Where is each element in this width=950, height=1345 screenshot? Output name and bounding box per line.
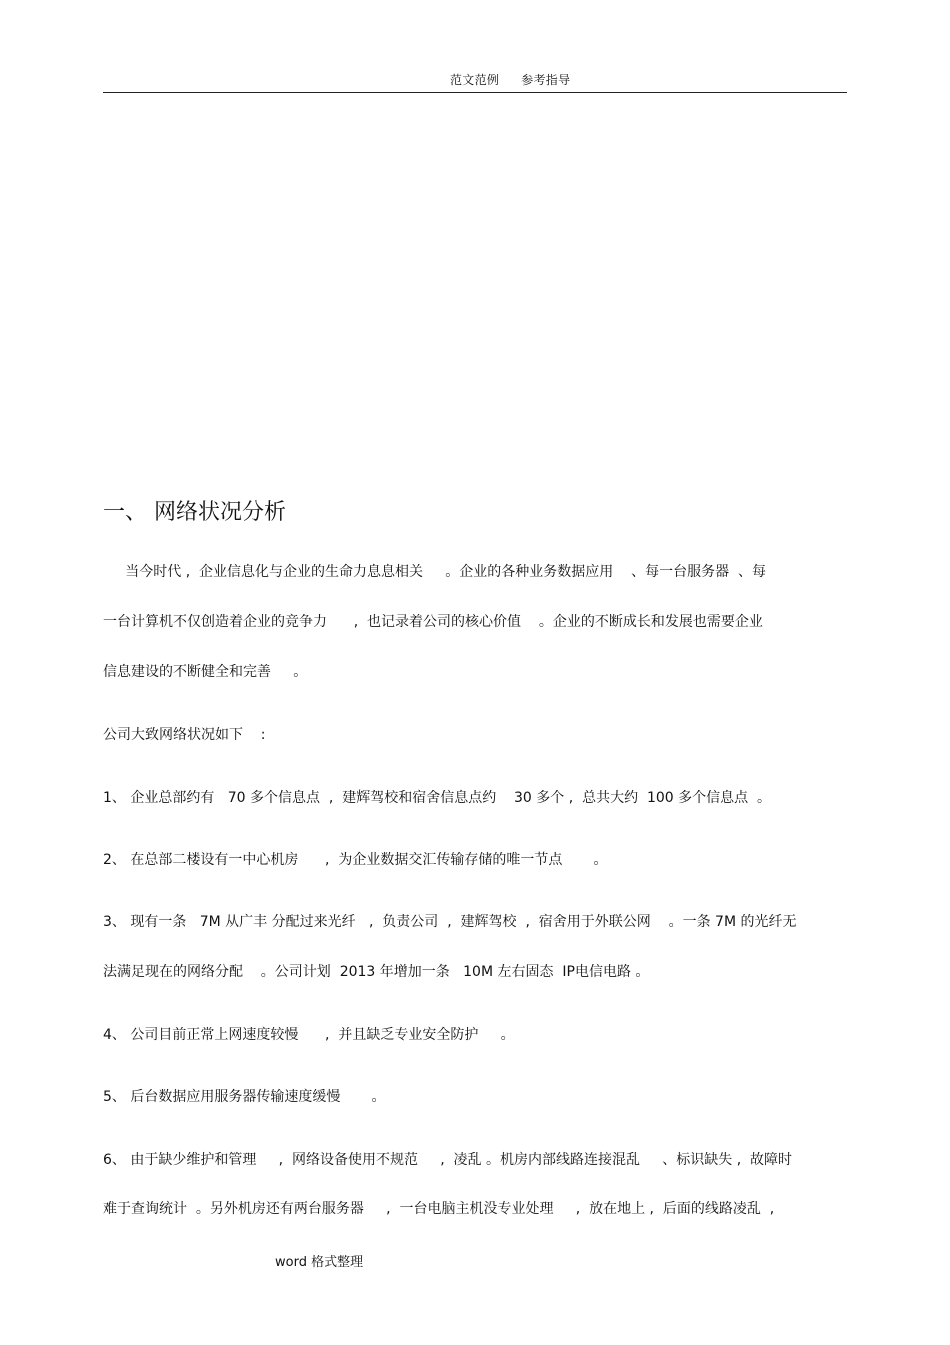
header-right-label: 参考指导 [521, 73, 571, 87]
paragraph-line-1: 当今时代 , 企业信息化与企业的生命力息息相关 。企业的各种业务数据应用 、每一台服务器 、每 [103, 564, 767, 580]
list-item-2: 2、 在总部二楼设有一中心机房 , 为企业数据交汇传输存储的唯一节点 。 [103, 852, 608, 868]
page-footer: word 格式整理 [275, 1255, 364, 1270]
list-item-1: 1、 企业总部约有 70 多个信息点 , 建辉驾校和宿舍信息点约 30 多个 , 总共大约 100 多个信息点 。 [103, 790, 772, 806]
section-heading: 一、 网络状况分析 [103, 500, 286, 525]
list-item-3-line-1: 3、 现有一条 7M 从广丰 分配过来光纤 , 负责公司 , 建辉驾校 , 宿舍用于外联公网 。一条 7M 的光纤无 [103, 914, 797, 930]
page-header [103, 0, 847, 93]
list-item-3-line-2: 法满足现在的网络分配 。公司计划 2013 年增加一条 10M 左右固态 IP电信电路 。 [103, 964, 650, 980]
header-left-label: 范文范例 [450, 73, 500, 87]
list-item-5: 5、 后台数据应用服务器传输速度缓慢 。 [103, 1089, 386, 1105]
paragraph-line-2: 一台计算机不仅创造着企业的竞争力 , 也记录着公司的核心价值 。企业的不断成长和发展也需要企业 [103, 614, 763, 630]
list-item-4: 4、 公司目前正常上网速度较慢 , 并且缺乏专业安全防护 。 [103, 1027, 515, 1043]
header-text [450, 71, 570, 88]
paragraph-line-3: 信息建设的不断健全和完善 。 [103, 664, 308, 680]
list-item-6-line-1: 6、 由于缺少维护和管理 , 网络设备使用不规范 , 凌乱 。机房内部线路连接混乱 、标识缺失 , 故障时 [103, 1152, 793, 1168]
list-item-6-line-2: 难于查询统计 。另外机房还有两台服务器 , 一台电脑主机没专业处理 , 放在地上 , 后面的线路凌乱 , [103, 1201, 775, 1217]
intro-line: 公司大致网络状况如下 : [103, 727, 266, 743]
